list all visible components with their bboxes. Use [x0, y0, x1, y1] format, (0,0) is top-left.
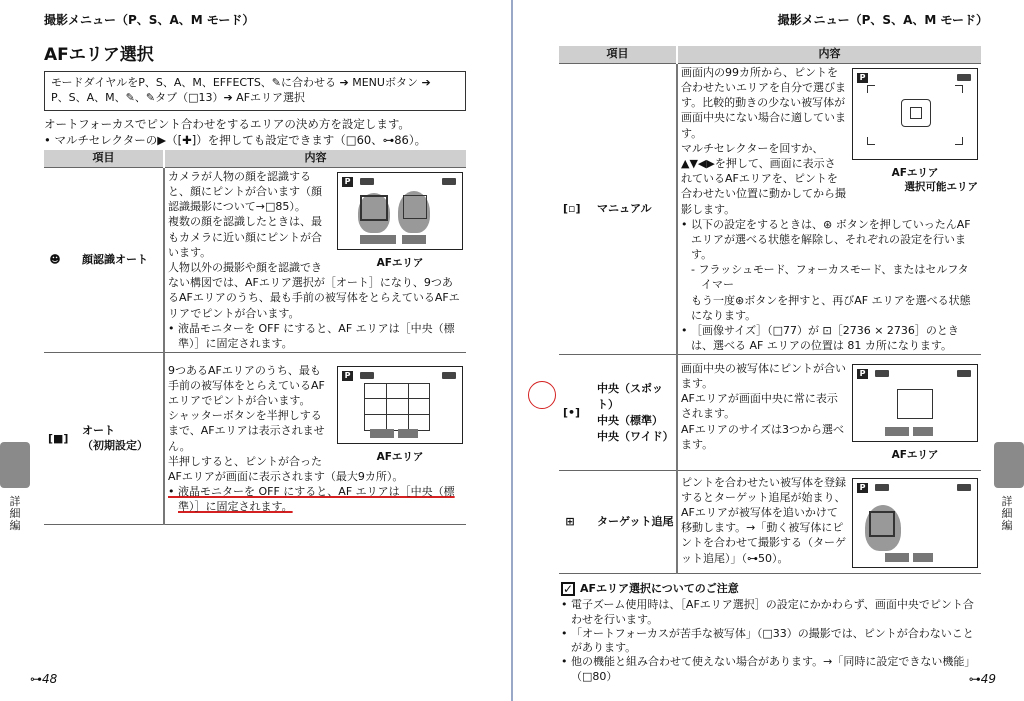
image-quality-icon	[360, 178, 374, 185]
af-area-table-right	[559, 46, 981, 574]
table-header-item: 項目	[44, 150, 164, 167]
aperture-readout	[913, 553, 933, 562]
manual-af-icon: [▫]	[563, 202, 581, 216]
aperture-readout	[398, 429, 418, 438]
shutter-speed-readout	[885, 553, 909, 562]
target-tracking-icon: ⊞	[565, 515, 575, 529]
battery-icon	[957, 74, 971, 81]
table-row	[559, 63, 981, 354]
item-name: 顔認識オート	[82, 253, 148, 267]
red-highlight-circle	[528, 381, 556, 409]
description-paragraph: カメラが人物の顔を認識すると、顔にピントが合います（顔認識撮影について→□85）。	[168, 169, 322, 214]
shutter-speed-readout	[360, 235, 396, 244]
table-header-item: 項目	[559, 46, 677, 63]
side-tab	[994, 442, 1024, 488]
description-paragraph: シャッターボタンを半押しするまで、AFエリアは表示されません。	[168, 409, 325, 453]
face-priority-icon: ☻	[49, 252, 61, 266]
description-paragraph: 人物以外の撮影や顔を認識できない構図では、AFエリア選択が［オート］になり、9つあるAFエリアのうち、最も手前の被写体をとらえているAFエリアでピントが合います。	[168, 260, 460, 320]
af-area-frame	[897, 389, 933, 419]
af-area-caption: AFエリア	[891, 166, 939, 179]
intro-text	[44, 116, 472, 148]
af-area-table-left	[44, 150, 466, 525]
nav-path-line-1: モードダイヤルをP、S、A、M、EFFECTS、✎に合わせる ➔ MENUボタン ➔	[51, 76, 431, 89]
item-name: マニュアル	[597, 202, 652, 216]
note-continuation: もう一度⊛ボタンを押すと、再びAF エリアを選べる状態になります。	[691, 293, 971, 322]
note-item: • 電子ズーム使用時は、［AFエリア選択］の設定にかかわらず、画面中央でピント合わせを行います。	[561, 598, 974, 626]
image-quality-icon	[875, 484, 889, 491]
face-detection-frame	[403, 195, 427, 219]
shooting-mode-indicator: P	[857, 369, 868, 379]
description-paragraph: AFエリアのサイズは3つから選べます。	[681, 422, 844, 451]
content-cell	[164, 353, 466, 525]
page-number: ⊶49	[968, 671, 996, 686]
selectable-area-corner	[955, 137, 963, 145]
item-name: ターゲット追尾	[597, 515, 674, 529]
nav-path-line-2: P、S、A、M、✎、✎タブ（□13）➔ AFエリア選択	[51, 91, 306, 105]
tracking-frame	[869, 511, 895, 537]
battery-icon	[957, 484, 971, 491]
item-name: 中央（スポット） 中央（標準） 中央（ワイド）	[597, 381, 674, 443]
item-cell	[559, 63, 677, 354]
battery-icon	[442, 178, 456, 185]
image-quality-icon	[875, 370, 889, 377]
item-cell	[44, 167, 164, 352]
table-header-content: 内容	[164, 150, 466, 167]
center-af-icon: [•]	[563, 405, 581, 419]
checkbox-icon: ✓	[563, 582, 574, 597]
description-paragraph: ピントを合わせたい被写体を登録するとターゲット追尾が始まり、AFエリアが被写体を追いかけて移動します。→「動く被写体にピントを合わせて撮影する（ターゲット追尾）」（⊶50）。	[681, 475, 846, 565]
item-cell	[44, 353, 164, 525]
side-section-label: 詳細編	[1001, 495, 1013, 533]
table-header-content: 内容	[677, 46, 981, 63]
shutter-speed-readout	[370, 429, 394, 438]
selectable-area-corner	[867, 85, 875, 93]
page-number: ⊶48	[30, 671, 58, 686]
description-paragraph: 画面中央の被写体にピントが合います。	[681, 361, 846, 391]
lcd-screen	[337, 366, 463, 444]
lcd-illustration	[337, 172, 463, 270]
description-paragraph: 9つあるAFエリアのうち、最も手前の被写体をとらえているAFエリアでピントが合います。	[168, 363, 325, 407]
item-name: オート （初期設定）	[82, 423, 148, 453]
lcd-illustration	[852, 478, 978, 568]
note-bullet: • ［画像サイズ］（□77）が ⊡［2736 × 2736］のときは、選べる AF エリアの位置は 81 カ所になります。	[681, 323, 959, 353]
note-bullet: • 液晶モニターを OFF にすると、AF エリアは［中央（標準）］に固定されます。	[168, 485, 455, 514]
shutter-speed-readout	[885, 427, 909, 436]
shooting-mode-indicator: P	[342, 177, 353, 187]
af-area-frame	[360, 195, 388, 221]
shooting-mode-indicator: P	[857, 73, 868, 83]
note-item: • 他の機能と組み合わせて使えない場合があります。→「同時に設定できない機能」（□80）	[561, 655, 976, 683]
selectable-area-corner	[867, 137, 875, 145]
af-area-caption: AFエリア	[376, 450, 424, 463]
lcd-illustration	[852, 68, 978, 195]
table-row	[44, 353, 466, 525]
lcd-screen	[852, 364, 978, 442]
intro-line-2: • マルチセレクターの▶（[✚]）を押しても設定できます（□60、⊶86）。	[44, 133, 427, 148]
shooting-mode-indicator: P	[857, 483, 868, 493]
af-area-caption: AFエリア	[376, 256, 424, 269]
description-paragraph: 画面内の99カ所から、ピントを合わせたいエリアを自分で選びます。比較的動きの少ない被写体が画面中央にない場合に適しています。	[681, 65, 846, 140]
af-area-caption: AFエリア	[891, 448, 939, 461]
note-title	[561, 582, 981, 596]
af-area-target	[910, 107, 922, 119]
table-row	[559, 355, 981, 471]
lcd-screen	[852, 68, 978, 160]
right-page	[512, 0, 1024, 701]
running-head-right: 撮影メニュー（P、S、A、M モード）	[777, 13, 988, 27]
lcd-screen	[337, 172, 463, 250]
item-cell	[559, 471, 677, 574]
auto-af-area-icon: [■]	[48, 431, 69, 445]
note-sub-bullet: - フラッシュモード、フォーカスモード、またはセルフタイマー	[691, 263, 969, 292]
content-cell	[677, 471, 981, 574]
content-cell	[677, 355, 981, 471]
content-cell	[164, 167, 466, 352]
af-area-grid	[364, 383, 430, 431]
note-bullet: • 液晶モニターを OFF にすると、AF エリアは［中央（標準）］に固定されます。	[168, 321, 455, 350]
selectable-area-caption: 選択可能エリア	[904, 181, 978, 194]
aperture-readout	[402, 235, 426, 244]
note-title-text: AFエリア選択についてのご注意	[580, 582, 739, 595]
side-section-label: 詳細編	[9, 495, 21, 533]
table-row	[559, 471, 981, 574]
description-paragraph: マルチセレクターを回すか、▲▼◀▶を押して、画面に表示されているAFエリアを、ピントを合わせたい位置に動かしてから撮影します。	[681, 141, 846, 216]
description-paragraph: 複数の顔を認識したときは、最もカメラに近い顔にピントが合います。	[168, 215, 322, 259]
selectable-area-corner	[955, 85, 963, 93]
note-item: • 「オートフォーカスが苦手な被写体」（□33）の撮影では、ピントが合わないことがあります。	[561, 626, 974, 655]
content-cell	[677, 63, 981, 354]
table-row	[44, 167, 466, 352]
lcd-screen	[852, 478, 978, 568]
running-head-left: 撮影メニュー（P、S、A、M モード）	[44, 13, 255, 27]
side-tab	[0, 442, 30, 488]
section-title: AFエリア選択	[44, 45, 154, 65]
aperture-readout	[913, 427, 933, 436]
menu-navigation-path	[44, 71, 466, 111]
intro-line-1: オートフォーカスでピント合わせをするエリアの決め方を設定します。	[44, 117, 410, 131]
description-paragraph: AFエリアが画面中央に常に表示されます。	[681, 392, 838, 421]
lcd-illustration	[337, 366, 463, 464]
image-quality-icon	[360, 372, 374, 379]
note-bullet: • 以下の設定をするときは、⊛ ボタンを押していったんAF エリアが選べる状態を解除し、それぞれの設定を行います。	[681, 217, 971, 262]
battery-icon	[957, 370, 971, 377]
battery-icon	[442, 372, 456, 379]
description-paragraph: 半押しすると、ピントが合ったAFエリアが画面に表示されます（最大9カ所）。	[168, 454, 404, 483]
shooting-mode-indicator: P	[342, 371, 353, 381]
item-cell	[559, 355, 677, 471]
lcd-illustration	[852, 364, 978, 462]
caution-note	[561, 582, 981, 684]
